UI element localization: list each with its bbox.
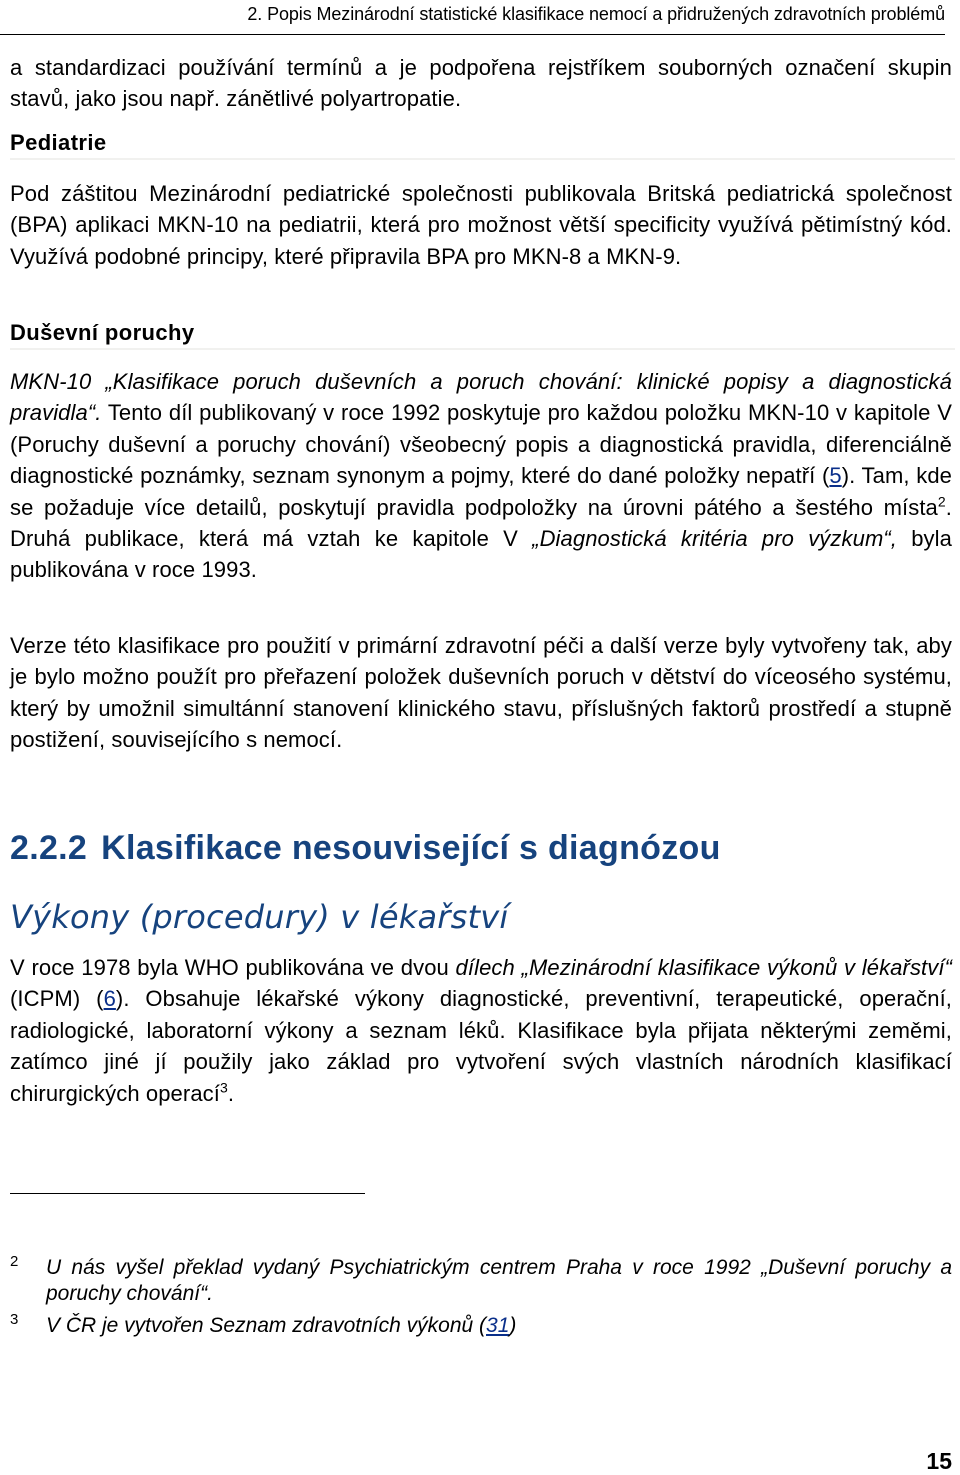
footnote-text: U nás vyšel překlad vydaný Psychiatrickým centrem Praha v roce 1992 „Duševní poruchy a poruchy chování“.	[46, 1256, 952, 1305]
text-run: Tento díl publikovaný v roce 1992 poskytuje pro každou položku MKN-10 v kapitole V (Poruchy duševní a poruchy chování) všeobecný popis a diagnostická pravidla, diferenciálně diagnostické poznámky, seznam synonym a pojmy, které do dané položky nepatří (	[10, 400, 952, 489]
reference-link-31[interactable]: 31	[486, 1314, 510, 1337]
text-run: )	[509, 1314, 517, 1337]
pediatrie-paragraph: Pod záštitou Mezinárodní pediatrické společnosti publikovala Britská pediatrická společnost (BPA) aplikaci MKN-10 na pediatrii, která pro možnost větší specificity využívá pětimístný kód. Využívá podobné principy, které připravila BPA pro MKN-8 a MKN-9.	[10, 181, 952, 269]
page-number: 15	[926, 1448, 952, 1474]
text-run: ). Tam, kde se požaduje více detailů, poskytují pravidla podpoložky na úrovni pátého a šestého místa	[10, 463, 952, 520]
footnote-number: 2	[10, 1253, 19, 1270]
dusevni-paragraph-1	[10, 366, 952, 586]
footnote-marker-2[interactable]: 2	[937, 493, 946, 510]
section-title-pediatrie: Pediatrie	[10, 130, 955, 160]
footnote-number: 3	[10, 1311, 19, 1328]
text-run: byla publikována v roce 1993.	[10, 526, 952, 583]
vykony-paragraph	[10, 952, 952, 1109]
intro-paragraph: a standardizaci používání termínů a je podpořena rejstříkem souborných označení skupin stavů, jako jsou např. zánětlivé polyartropatie.	[10, 55, 952, 112]
publication-title: MKN-10 „Klasifikace poruch duševních a poruch chování: klinické popisy a diagnostická pravidla“.	[10, 369, 952, 426]
running-header	[0, 0, 945, 35]
publication-title-icpm: dílech „Mezinárodní klasifikace výkonů v lékařství“	[455, 955, 952, 980]
footnote-text	[46, 1313, 952, 1339]
section-heading-title: Klasifikace nesouvisející s diagnózou	[101, 829, 721, 867]
dusevni-paragraph-2: Verze této klasifikace pro použití v primární zdravotní péči a další verze byly vytvořeny tak, aby je bylo možno použít pro přeřazení položek duševních poruch v dětství do víceosého systému, který by umožnil simultánní stanovení klinického stavu, příslušných faktorů prostředí a stupně postižení, souvisejícího s nemocí.	[10, 633, 952, 753]
subsection-heading-vykony: Výkony (procedury) v lékařství	[10, 898, 509, 936]
reference-link-5[interactable]: 5	[829, 463, 842, 489]
text-run: V ČR je vytvořen Seznam zdravotních výkonů (	[46, 1314, 487, 1337]
footnote-marker-3[interactable]: 3	[219, 1079, 228, 1096]
running-header-title: 2. Popis Mezinárodní statistické klasifikace nemocí a přidružených zdravotních problémů	[247, 4, 945, 24]
text-run: .	[227, 1080, 235, 1106]
text-run: V roce 1978 byla WHO publikována ve dvou	[10, 955, 456, 980]
reference-link-6[interactable]: 6	[103, 986, 116, 1012]
section-heading-2-2-2	[10, 829, 721, 868]
text-run: (ICPM) (	[10, 986, 104, 1012]
section-title-dusevni-poruchy: Duševní poruchy	[10, 320, 955, 350]
text-run: ). Obsahuje lékařské výkony diagnostické, preventivní, terapeutické, operační, radiologické, laboratorní výkony a seznam léků. Klasifikace byla přijata některými zeměmi, zatímco jiné jí použily jako základ pro vytvoření svých vlastních národních klasifikací chirurgických operací	[10, 986, 952, 1106]
section-number: 2.2.2	[10, 829, 88, 867]
text-run: . Druhá publikace, která má vztah ke kapitole V	[10, 494, 952, 552]
footnote-separator	[10, 1193, 365, 1194]
publication-title-2: „Diagnostická kritéria pro výzkum“,	[532, 526, 898, 552]
